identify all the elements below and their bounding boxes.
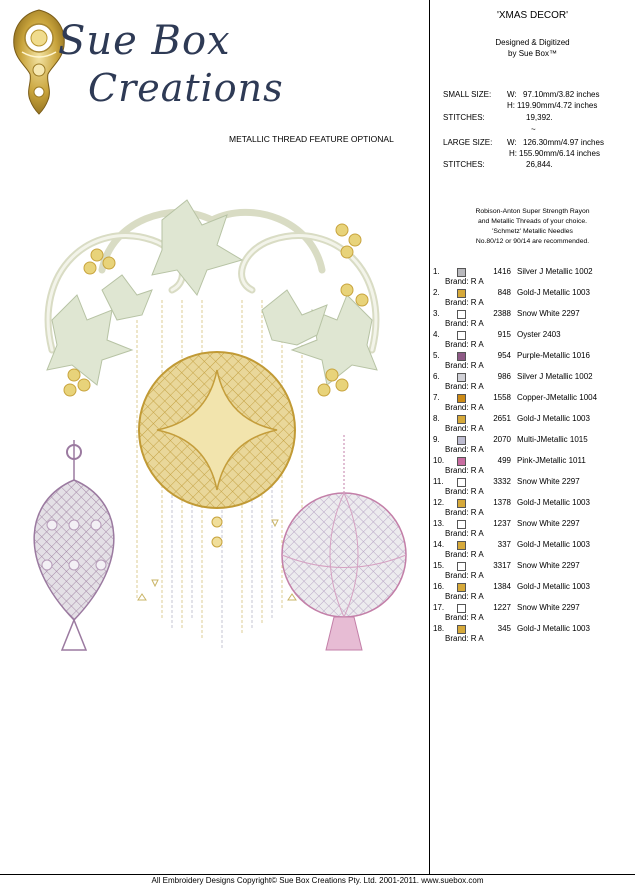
thread-code: 1227	[493, 603, 511, 612]
small-w-label: W:	[507, 90, 517, 99]
thread-number: 12.	[433, 498, 445, 507]
thread-brand: Brand: R A	[445, 508, 484, 517]
designer-credit	[430, 37, 635, 59]
thread-number: 18.	[433, 624, 445, 633]
thread-number: 7.	[433, 393, 440, 402]
thread-color-swatch	[457, 289, 466, 298]
metallic-feature-note: METALLIC THREAD FEATURE OPTIONAL	[229, 134, 394, 144]
thread-number: 9.	[433, 435, 440, 444]
thread-code: 2388	[493, 309, 511, 318]
small-h-label: H:	[507, 101, 515, 110]
credit-line1: Designed & Digitized	[495, 38, 570, 47]
thread-color-swatch	[457, 520, 466, 529]
thread-name: Snow White 2297	[517, 309, 580, 318]
thread-row	[433, 435, 633, 456]
thread-number: 3.	[433, 309, 440, 318]
thread-number: 4.	[433, 330, 440, 339]
thread-number: 5.	[433, 351, 440, 360]
thread-code: 3317	[493, 561, 511, 570]
thread-color-swatch	[457, 583, 466, 592]
thread-color-swatch	[457, 541, 466, 550]
note-line2: and Metallic Threads of your choice.	[477, 218, 588, 225]
thread-name: Gold-J Metallic 1003	[517, 540, 590, 549]
thread-color-swatch	[457, 625, 466, 634]
thread-brand: Brand: R A	[445, 550, 484, 559]
thread-number: 6.	[433, 372, 440, 381]
small-h-value: 119.90mm/4.72 inches	[517, 101, 598, 110]
thread-brand: Brand: R A	[445, 424, 484, 433]
thread-code: 954	[497, 351, 511, 360]
thread-name: Gold-J Metallic 1003	[517, 288, 590, 297]
thread-row	[433, 477, 633, 498]
thread-code: 915	[497, 330, 511, 339]
thread-name: Snow White 2297	[517, 603, 580, 612]
large-stitches-label: STITCHES:	[443, 160, 485, 169]
thread-name: Gold-J Metallic 1003	[517, 414, 590, 423]
thread-name: Oyster 2403	[517, 330, 561, 339]
copyright-footer: All Embroidery Designs Copyright© Sue Box Creations Pty. Ltd. 2001-2011. www.suebox.com	[151, 876, 484, 885]
credit-line2: by Sue Box™	[508, 49, 557, 58]
large-h-value: 155.90mm/6.14 inches	[519, 149, 600, 158]
large-w-label: W:	[507, 138, 517, 147]
thread-brand: Brand: R A	[445, 277, 484, 286]
large-stitches-value: 26,844.	[526, 160, 553, 169]
thread-color-swatch	[457, 352, 466, 361]
thread-color-swatch	[457, 562, 466, 571]
thread-row	[433, 351, 633, 372]
note-line3: 'Schmetz' Metallic Needles	[492, 228, 573, 235]
thread-brand: Brand: R A	[445, 466, 484, 475]
logo-text-line2: Creations	[88, 66, 284, 110]
thread-name: Silver J Metallic 1002	[517, 267, 593, 276]
thread-number: 16.	[433, 582, 445, 591]
thread-name: Snow White 2297	[517, 561, 580, 570]
thread-number: 14.	[433, 540, 445, 549]
thread-brand: Brand: R A	[445, 445, 484, 454]
thread-row	[433, 330, 633, 351]
thread-row	[433, 540, 633, 561]
thread-name: Gold-J Metallic 1003	[517, 624, 590, 633]
thread-color-swatch	[457, 415, 466, 424]
thread-number: 8.	[433, 414, 440, 423]
thread-name: Gold-J Metallic 1003	[517, 582, 590, 591]
thread-brand: Brand: R A	[445, 634, 484, 643]
column-divider	[429, 0, 430, 875]
large-h-label: H:	[509, 149, 517, 158]
large-w-value: 126.30mm/4.97 inches	[523, 138, 604, 147]
size-separator: ~	[531, 125, 536, 134]
thread-name: Purple-Metallic 1016	[517, 351, 590, 360]
thread-number: 10.	[433, 456, 445, 465]
thread-number: 17.	[433, 603, 445, 612]
thread-brand: Brand: R A	[445, 487, 484, 496]
thread-color-swatch	[457, 457, 466, 466]
thread-name: Silver J Metallic 1002	[517, 372, 593, 381]
embroidery-design-image	[12, 180, 412, 680]
thread-row	[433, 393, 633, 414]
small-stitches-value: 19,392.	[526, 113, 553, 122]
thread-row	[433, 267, 633, 288]
thread-color-swatch	[457, 310, 466, 319]
thread-brand: Brand: R A	[445, 592, 484, 601]
thread-row	[433, 309, 633, 330]
logo-text-line1: Sue Box	[58, 18, 231, 64]
note-line1: Robison-Anton Super Strength Rayon	[475, 208, 590, 215]
thread-brand: Brand: R A	[445, 529, 484, 538]
thread-code: 1558	[493, 393, 511, 402]
thread-code: 1237	[493, 519, 511, 528]
thread-row	[433, 582, 633, 603]
note-line4: No.80/12 or 90/14 are recommended.	[475, 238, 590, 245]
thread-color-swatch	[457, 436, 466, 445]
small-w-value: 97.10mm/3.82 inches	[523, 90, 600, 99]
small-stitches-label: STITCHES:	[443, 113, 485, 122]
thread-code: 499	[497, 456, 511, 465]
thread-color-swatch	[457, 373, 466, 382]
thread-recommendation	[430, 207, 635, 247]
thread-color-swatch	[457, 331, 466, 340]
thread-number: 15.	[433, 561, 445, 570]
thread-number: 11.	[433, 477, 444, 486]
thread-brand: Brand: R A	[445, 319, 484, 328]
thread-code: 337	[497, 540, 511, 549]
thread-code: 1384	[493, 582, 511, 591]
thread-brand: Brand: R A	[445, 382, 484, 391]
thread-name: Gold-J Metallic 1003	[517, 498, 590, 507]
thread-row	[433, 624, 633, 645]
thread-color-swatch	[457, 394, 466, 403]
thread-row	[433, 498, 633, 519]
thread-name: Pink-JMetallic 1011	[517, 456, 586, 465]
thread-color-swatch	[457, 478, 466, 487]
thread-number: 2.	[433, 288, 440, 297]
thread-brand: Brand: R A	[445, 340, 484, 349]
thread-code: 1416	[493, 267, 511, 276]
thread-number: 13.	[433, 519, 445, 528]
thread-number: 1.	[433, 267, 440, 276]
thread-code: 2070	[493, 435, 511, 444]
thread-row	[433, 372, 633, 393]
thread-brand: Brand: R A	[445, 403, 484, 412]
small-size-label: SMALL SIZE:	[443, 90, 492, 99]
thread-code: 1378	[493, 498, 511, 507]
thread-color-swatch	[457, 499, 466, 508]
thread-name: Copper-JMetallic 1004	[517, 393, 598, 402]
thread-brand: Brand: R A	[445, 571, 484, 580]
thread-brand: Brand: R A	[445, 613, 484, 622]
design-title: 'XMAS DECOR'	[496, 10, 569, 21]
thread-row	[433, 456, 633, 477]
thread-name: Multi-JMetallic 1015	[517, 435, 588, 444]
thread-color-swatch	[457, 268, 466, 277]
thread-list	[433, 267, 633, 645]
large-size-label: LARGE SIZE:	[443, 138, 493, 147]
thread-code: 3332	[493, 477, 511, 486]
thread-row	[433, 288, 633, 309]
thread-color-swatch	[457, 604, 466, 613]
thread-code: 986	[497, 372, 511, 381]
thread-code: 345	[497, 624, 511, 633]
thread-row	[433, 561, 633, 582]
thread-row	[433, 603, 633, 624]
thread-brand: Brand: R A	[445, 361, 484, 370]
thread-row	[433, 414, 633, 435]
thread-name: Snow White 2297	[517, 477, 580, 486]
thread-row	[433, 519, 633, 540]
thread-code: 848	[497, 288, 511, 297]
thread-code: 2651	[493, 414, 511, 423]
thread-name: Snow White 2297	[517, 519, 580, 528]
thread-brand: Brand: R A	[445, 298, 484, 307]
